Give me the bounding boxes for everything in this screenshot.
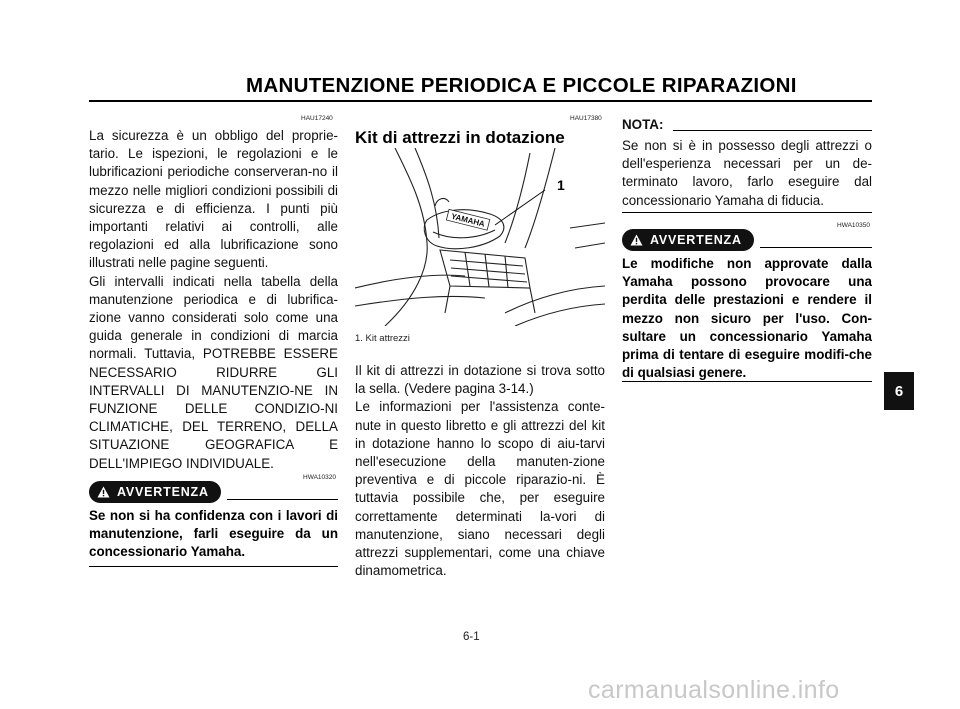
note-end-rule bbox=[622, 212, 872, 213]
header-rule bbox=[89, 100, 872, 102]
toolkit-illustration bbox=[355, 148, 605, 326]
warning-triangle-icon bbox=[630, 234, 643, 246]
note-text: Se non si è in possesso degli attrezzi o dell'esperienza necessari per un de-terminato lavoro, farlo eseguire dal concessionario Yamaha di fiducia. bbox=[622, 138, 872, 208]
toolkit-location-paragraph: Il kit di attrezzi in dotazione si trova sotto la sella. (Vedere pagina 3-14.) bbox=[355, 363, 605, 397]
warning-label: AVVERTENZA bbox=[650, 233, 742, 247]
toolkit-purpose-paragraph: Le informazioni per l'assistenza conte-nute in questo libretto e gli attrezzi del kit in dotazione hanno lo scopo di aiu-tarvi nell'esecuzione della manuten-zione preventiva e di piccole riparazio-ni. È tuttavia possibile che, per eseguire correttamente determinati la-vori di manutenzione, siano necessari degli attrezzi supplementari, come una chiave dinamometrica. bbox=[355, 399, 605, 579]
section-code: HAU17380 bbox=[570, 115, 602, 122]
warning-text: Le modifiche non approvate dalla Yamaha possono provocare una perdita delle prestazioni e rendere il mezzo non sicuro per l'uso. Con-sultare un concessionario Yamaha prima di tentare di eseguire modifi-che di qualsiasi genere. bbox=[622, 256, 872, 381]
warning-end-rule bbox=[622, 381, 872, 382]
page-header-title: MANUTENZIONE PERIODICA E PICCOLE RIPARAZIONI bbox=[246, 74, 797, 97]
intervals-paragraph: Gli intervalli indicati nella tabella della manutenzione periodica e di lubrifica-zione vanno considerati solo come una guida generale in condizioni di marcia normali. Tuttavia, POTREBBE ESSERE NECESSARIO RIDURRE GLI INTERVALLI DI MANUTENZIO-NE IN FUNZIONE DELLE CONDIZIO-NI CLIMATICHE, DEL TERRENO, DELLA SITUAZIONE GEOGRAFICA E DELL'IMPIEGO INDIVIDUALE. bbox=[89, 273, 338, 471]
warning-badge bbox=[622, 229, 754, 251]
intro-paragraph: La sicurezza è un obbligo del proprie-tario. Le ispezioni, le regolazioni e le lubrificazioni periodiche conserveran-no il mezzo nelle migliori condizioni possibili di sicurezza e di efficienza. I punti più importanti relativi ai controlli, alle regolazioni ed alla lubrificazione sono illustrati nelle pagine seguenti. bbox=[89, 128, 338, 271]
chapter-tab[interactable]: 6 bbox=[884, 372, 914, 410]
warning-text: Se non si ha confidenza con i lavori di manutenzione, farli eseguire da un concessionario Yamaha. bbox=[89, 508, 338, 560]
pouch-brand-label: YAMAHA bbox=[450, 211, 486, 229]
warning-label: AVVERTENZA bbox=[117, 485, 209, 499]
warning-header-rule bbox=[760, 247, 872, 248]
site-watermark: carmanualsonline.info bbox=[588, 676, 840, 704]
warning-end-rule bbox=[89, 566, 338, 567]
warning-code: HWA10350 bbox=[837, 222, 870, 229]
warning-triangle-icon bbox=[97, 486, 110, 498]
figure-callout-number: 1 bbox=[557, 177, 565, 193]
warning-code: HWA10320 bbox=[303, 474, 336, 481]
warning-header bbox=[89, 481, 338, 503]
warning-header-rule bbox=[227, 499, 338, 500]
figure-caption: 1. Kit attrezzi bbox=[355, 333, 410, 344]
column-2-text bbox=[355, 362, 605, 580]
warning-header bbox=[622, 229, 872, 251]
page-number: 6-1 bbox=[463, 631, 480, 643]
toolkit-under-seat-drawing bbox=[355, 148, 605, 326]
section-code: HAU17240 bbox=[301, 115, 333, 122]
warning-badge bbox=[89, 481, 221, 503]
note-text-block bbox=[622, 137, 872, 210]
note-label: NOTA: bbox=[622, 117, 664, 132]
column-1-text bbox=[89, 127, 338, 473]
section-title: Kit di attrezzi in dotazione bbox=[355, 128, 565, 147]
note-header-rule bbox=[673, 130, 872, 131]
